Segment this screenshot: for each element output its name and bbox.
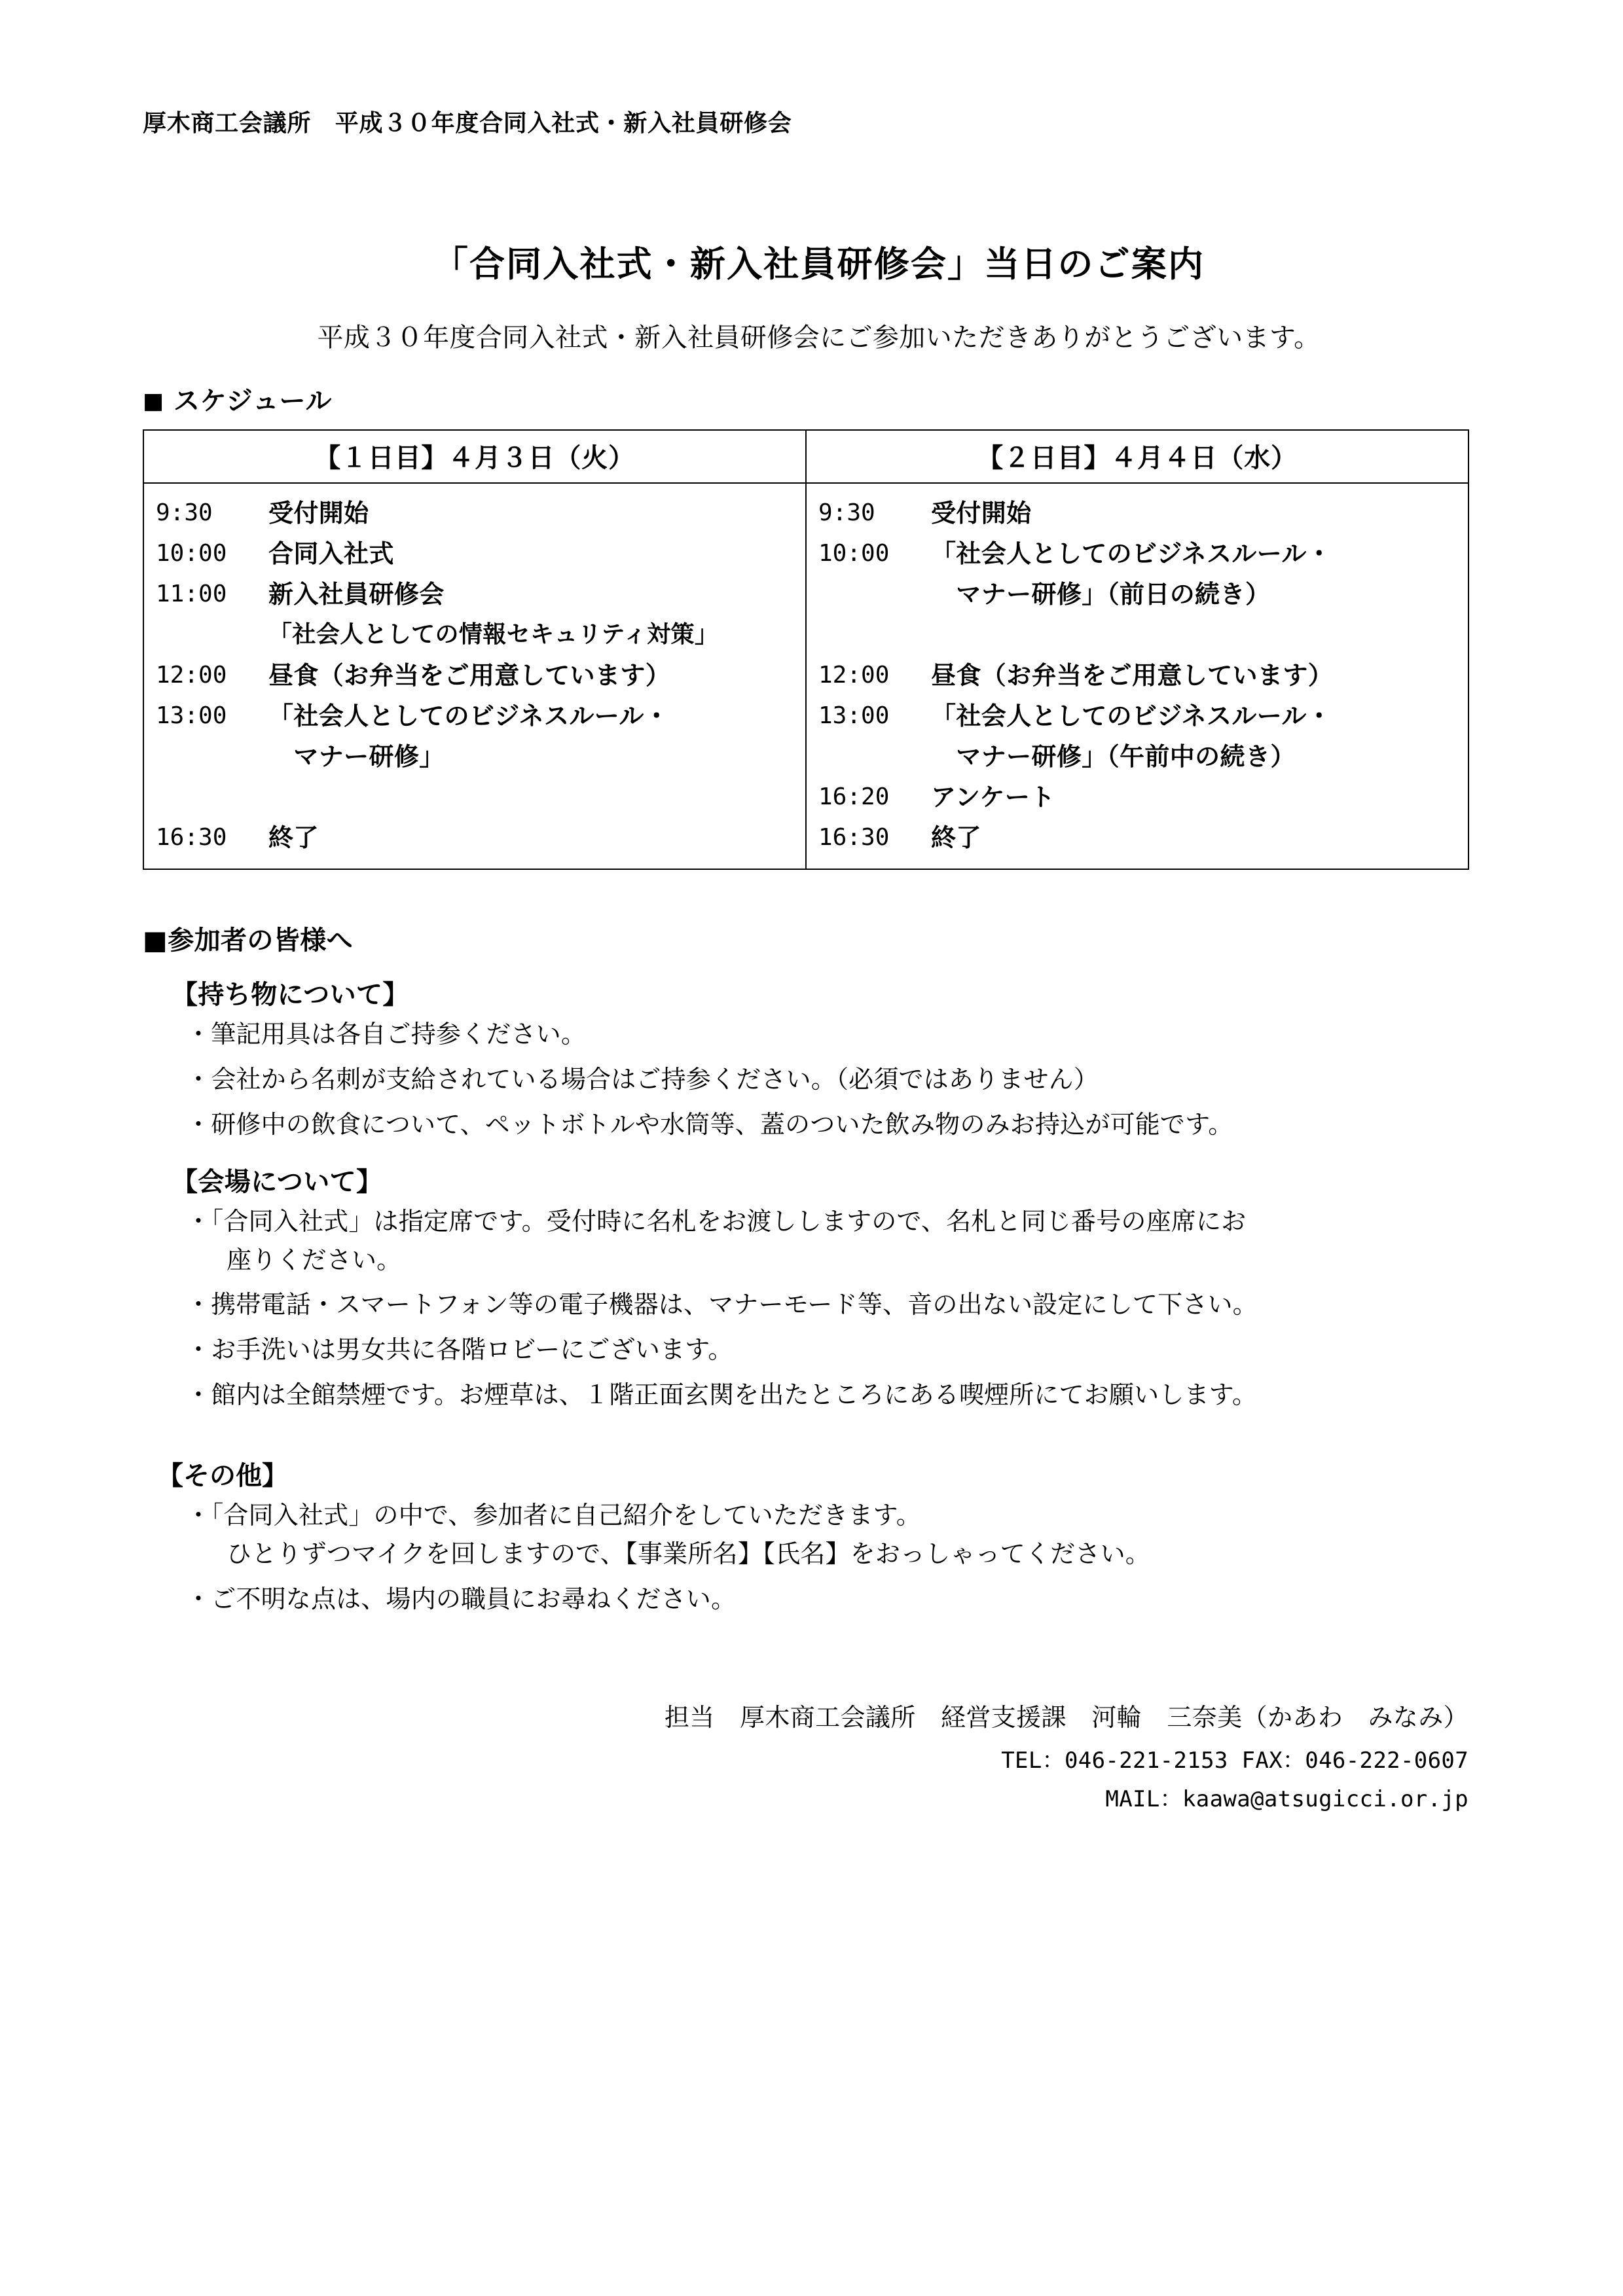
list-item: ・筆記用具は各自ご持参ください。	[186, 1020, 587, 1049]
schedule-event: アンケート	[931, 783, 1055, 812]
schedule-row	[144, 533, 805, 574]
day1-rows	[144, 484, 805, 869]
document-body	[143, 105, 1495, 1820]
other-list	[143, 1496, 1495, 1619]
footer-contact-person: 担当 厚木商工会議所 経営支援課 河輪 三奈美（かあわ みなみ）	[664, 1702, 1468, 1732]
schedule-time: 12:00	[156, 662, 227, 689]
schedule-row	[144, 615, 805, 655]
square-bullet-icon: ■	[143, 388, 164, 414]
schedule-row	[144, 817, 805, 858]
schedule-row	[144, 493, 805, 533]
schedule-time: 13:00	[156, 702, 227, 729]
schedule-time: 12:00	[818, 662, 890, 689]
schedule-time: 11:00	[156, 581, 227, 607]
schedule-event: 受付開始	[268, 499, 369, 528]
day1-cell	[143, 483, 806, 869]
schedule-event: 新入社員研修会	[268, 580, 445, 609]
schedule-event: マナー研修」（午前中の続き）	[931, 742, 1296, 771]
schedule-event: マナー研修」（前日の続き）	[931, 580, 1271, 609]
list-item: ・携帯電話・スマートフォン等の電子機器は、マナーモード等、音の出ない設定にして下さい。	[186, 1290, 1258, 1319]
schedule-heading-label: スケジュール	[173, 386, 333, 416]
schedule-time: 16:30	[156, 824, 227, 851]
schedule-row	[144, 696, 805, 736]
schedule-time: 13:00	[818, 702, 890, 729]
schedule-event: 「社会人としての情報セキュリティ対策」	[268, 621, 719, 648]
schedule-row	[807, 777, 1468, 817]
participants-section	[143, 920, 1495, 1414]
table-body-row	[143, 483, 1468, 869]
schedule-event: 受付開始	[931, 499, 1032, 528]
day2-header: 【２日目】４月４日（水）	[806, 430, 1468, 483]
footer-mail: MAIL：kaawa@atsugicci.or.jp	[1105, 1785, 1468, 1812]
schedule-time: 16:20	[818, 783, 890, 810]
other-section	[143, 1455, 1495, 1619]
schedule-time: 9:30	[818, 499, 875, 526]
schedule-event: 終了	[931, 823, 981, 852]
belongings-heading: 【持ち物について】	[172, 980, 409, 1010]
schedule-time: 16:30	[818, 824, 890, 851]
schedule-row	[807, 817, 1468, 858]
schedule-heading	[143, 380, 1495, 418]
schedule-row	[144, 736, 805, 777]
list-item: ・お手洗いは男女共に各階ロビーにございます。	[186, 1335, 733, 1365]
list-item-continuation: 座りください。	[227, 1245, 402, 1274]
schedule-event: 昼食（お弁当をご用意しています）	[931, 661, 1334, 690]
day1-header: 【１日目】４月３日（火）	[143, 430, 806, 483]
participants-heading: ■参加者の皆様へ	[143, 925, 353, 956]
schedule-time: 10:00	[818, 540, 890, 567]
page-title: 「合同入社式・新入社員研修会」当日のご案内	[432, 243, 1205, 285]
schedule-event: 「社会人としてのビジネスルール・	[931, 702, 1332, 730]
belongings-list	[143, 1015, 1495, 1144]
other-heading: 【その他】	[157, 1461, 288, 1492]
schedule-spacer-row	[807, 615, 1468, 655]
day2-rows	[807, 484, 1468, 869]
schedule-row	[807, 655, 1468, 696]
list-item: ・「合同入社式」は指定席です。受付時に名札をお渡ししますので、名札と同じ番号の座席にお 座りください。	[186, 1202, 1495, 1280]
schedule-event: マナー研修」	[268, 742, 445, 771]
day2-cell	[806, 483, 1468, 869]
venue-heading: 【会場について】	[172, 1166, 383, 1197]
lead-paragraph: 平成３０年度合同入社式・新入社員研修会にご参加いただきありがとうございます。	[317, 323, 1321, 353]
schedule-spacer-row	[144, 777, 805, 817]
footer-tel-fax: TEL：046-221-2153 FAX：046-222-0607	[1001, 1747, 1468, 1774]
schedule-row	[807, 493, 1468, 533]
schedule-time: 10:00	[156, 540, 227, 567]
footer-contact-block	[143, 1697, 1495, 1813]
schedule-table	[143, 429, 1469, 870]
schedule-row	[144, 655, 805, 696]
schedule-time: 9:30	[156, 499, 213, 526]
venue-list	[143, 1202, 1495, 1414]
list-item: ・「合同入社式」の中で、参加者に自己紹介をしていただきます。 ひとりずつマイクを回しますので、【事業所名】【氏名】をおっしゃってください。	[186, 1496, 1495, 1573]
schedule-event: 合同入社式	[268, 539, 394, 568]
document-header-line: 厚木商工会議所 平成３０年度合同入社式・新入社員研修会	[143, 110, 792, 137]
list-item: ・館内は全館禁煙です。お煙草は、１階正面玄関を出たところにある喫煙所にてお願いします。	[186, 1380, 1258, 1410]
list-item: ・会社から名刺が支給されている場合はご持参ください。（必須ではありません）	[186, 1064, 1099, 1094]
schedule-row	[807, 533, 1468, 574]
list-item: ・ご不明な点は、場内の職員にお尋ねください。	[186, 1584, 737, 1613]
schedule-row	[807, 574, 1468, 615]
table-header-row	[143, 430, 1468, 483]
list-item: ・研修中の飲食について、ペットボトルや水筒等、蓋のついた飲み物のみお持込が可能です。	[186, 1109, 1233, 1139]
schedule-event: 「社会人としてのビジネスルール・	[268, 702, 670, 730]
schedule-event: 「社会人としてのビジネスルール・	[931, 539, 1332, 568]
schedule-event: 終了	[268, 823, 319, 852]
schedule-row	[807, 696, 1468, 736]
schedule-row	[144, 574, 805, 615]
schedule-event: 昼食（お弁当をご用意しています）	[268, 661, 671, 690]
schedule-row	[807, 736, 1468, 777]
list-item-continuation: ひとりずつマイクを回しますので、【事業所名】【氏名】をおっしゃってください。	[227, 1539, 1150, 1569]
